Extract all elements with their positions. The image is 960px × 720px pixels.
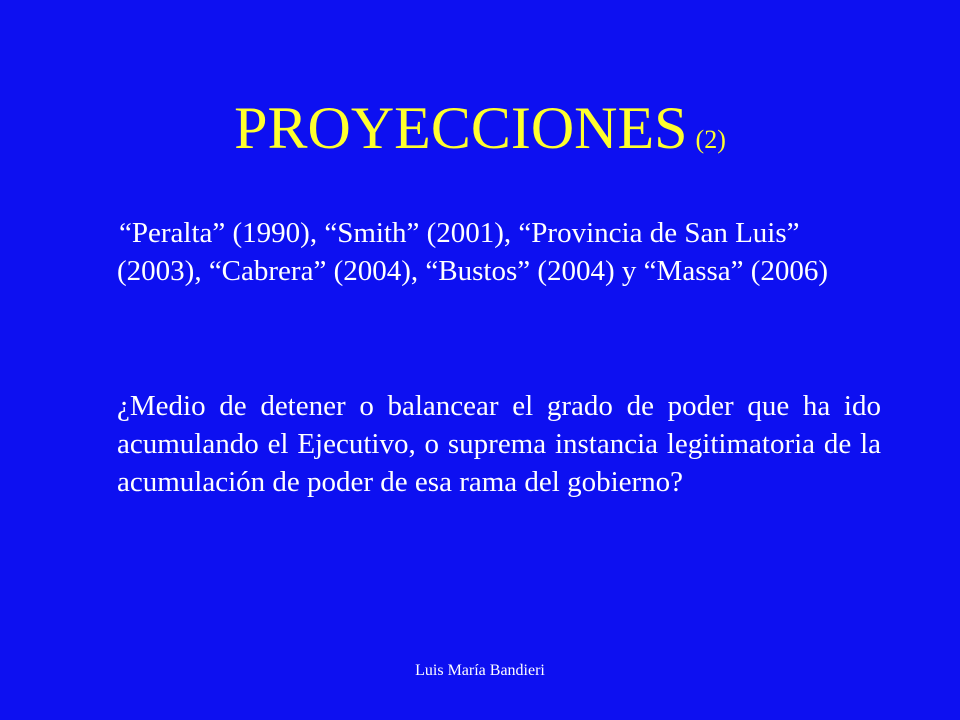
slide-title xyxy=(0,90,960,178)
cases-paragraph: “Peralta” (1990), “Smith” (2001), “Provincia de San Luis” (2003), “Cabrera” (2004), “Bustos” (2004) y “Massa” (2006) xyxy=(117,217,829,287)
slide-title-text: PROYECCIONES xyxy=(234,95,688,161)
question-paragraph: ¿Medio de detener o balancear el grado de poder que ha ido acumulando el Ejecutivo, o suprema instancia legitimatoria de la acumulación de poder de esa rama del gobierno? xyxy=(117,390,881,498)
slide-footer-author: Luis María Bandieri xyxy=(415,662,545,679)
slide-title-suffix: (2) xyxy=(695,125,726,154)
